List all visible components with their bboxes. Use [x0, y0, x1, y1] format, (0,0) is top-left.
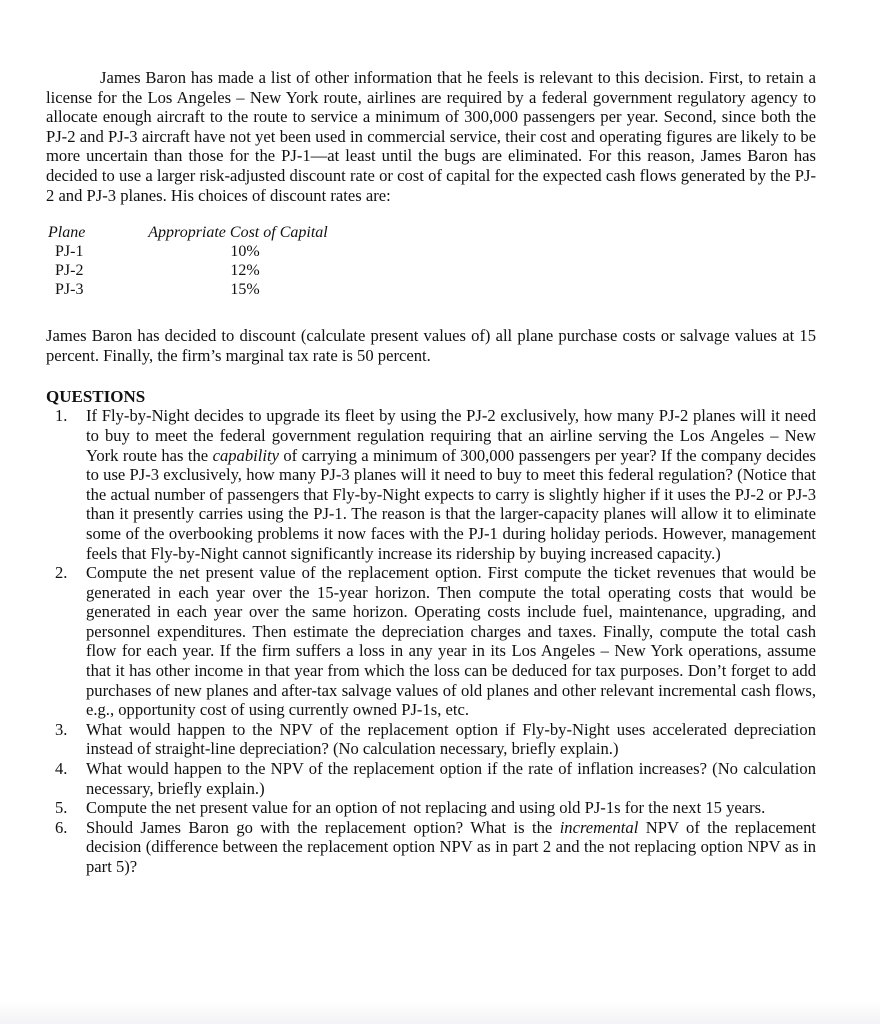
header-cost-of-capital: Appropriate Cost of Capital — [148, 224, 328, 242]
emphasis-incremental: incremental — [559, 817, 639, 837]
question-text-part: of carrying a minimum of 300,000 passengers per year? If the company decides to use PJ-3 exclusively, how many PJ-3 planes will it need to buy to meet this federal regulation? (Notice that the actual number of passengers that Fly-by-Night expects to carry is slightly higher if it uses the PJ-2 or PJ-3 than it presently carries using the PJ-1. The reason is that the larger-capacity planes will allow it to eliminate some of the overbooking problems it now faces with the PJ-1 during holiday periods. However, management feels that Fly-by-Night cannot significantly increase its ridership by buying increased capacity.) — [86, 445, 816, 563]
question-text-part: Should James Baron go with the replacement option? What is the — [86, 817, 560, 837]
question-number: 3. — [55, 719, 68, 739]
question-number: 1. — [55, 406, 68, 426]
table-row — [48, 280, 816, 299]
table-header-row — [48, 223, 816, 242]
question-number: 4. — [55, 759, 68, 779]
table-row — [48, 242, 816, 261]
document-page — [46, 68, 816, 877]
intro-paragraph: James Baron has made a list of other information that he feels is relevant to this decision. First, to retain a license for the Los Angeles – New York route, airlines are required by a federal government regulatory agency to allocate enough aircraft to the route to service a minimum of 300,000 passengers per year. Second, since both the PJ-2 and PJ-3 aircraft have not yet been used in commercial service, their cost and operating figures are likely to be more uncertain than those for the PJ-1—at least until the bugs are eliminated. For this reason, James Baron has decided to use a larger risk-adjusted discount rate or cost of capital for the expected cash flows generated by the PJ-2 and PJ-3 planes. His choices of discount rates are: — [46, 68, 816, 205]
plane-cell: PJ-3 — [55, 281, 84, 299]
question-text: What would happen to the NPV of the replacement option if the rate of inflation increases? (No calculation necessary, briefly explain.) — [86, 759, 816, 798]
question-text: Compute the net present value for an option of not replacing and using old PJ-1s for the next 15 years. — [86, 798, 766, 818]
rate-cell: 12% — [230, 262, 260, 280]
list-item — [46, 563, 816, 720]
list-item — [46, 818, 816, 877]
question-text-part: If Fly-by-Night decides to upgrade its fleet by using the PJ-2 exclusively, how many PJ-2 planes will it need to buy to meet the federal government regulation requiring that an airline serving the Los Angeles – New York route has the — [86, 406, 816, 465]
emphasis-capability: capability — [212, 445, 279, 465]
plane-cell: PJ-1 — [55, 243, 84, 261]
list-item — [46, 720, 816, 759]
question-number: 2. — [55, 563, 68, 583]
list-item — [46, 406, 816, 563]
question-text: Compute the net present value of the replacement option. First compute the ticket revenues that would be generated in each year over the 15-year horizon. Then compute the total operating costs that would be generated in each year over the same horizon. Operating costs include fuel, maintenance, upgrading, and personnel expenditures. Then estimate the depreciation charges and taxes. Finally, compute the total cash flow for each year. If the firm suffers a loss in any year in its Los Angeles – New York operations, assume that it has other income in that year from which the loss can be deduced for tax purposes. Don’t forget to add purchases of new planes and after-tax salvage values of old planes and other relevant incremental cash flows, e.g., opportunity cost of using currently owned PJ-1s, etc. — [86, 563, 816, 720]
plane-cell: PJ-2 — [55, 262, 84, 280]
rate-cell: 10% — [230, 243, 260, 261]
page-bottom-edge — [0, 1002, 880, 1024]
question-text-part: NPV of the replacement decision (difference between the replacement option NPV as in part 2 and the not replacing option NPV as in part 5)? — [86, 817, 816, 876]
question-text: What would happen to the NPV of the replacement option if Fly-by-Night uses accelerated depreciation instead of straight-line depreciation? (No calculation necessary, briefly explain.) — [86, 719, 816, 759]
questions-list — [46, 406, 816, 876]
question-text — [86, 406, 816, 563]
questions-heading: QUESTIONS — [46, 387, 146, 407]
question-text — [86, 818, 816, 877]
cost-of-capital-table — [48, 223, 816, 299]
header-plane: Plane — [48, 224, 86, 242]
rate-cell: 15% — [230, 281, 260, 299]
list-item — [46, 798, 816, 818]
question-number: 6. — [55, 817, 68, 837]
list-item — [46, 759, 816, 798]
discount-paragraph: James Baron has decided to discount (calculate present values of) all plane purchase costs or salvage values at 15 percent. Finally, the firm’s marginal tax rate is 50 percent. — [46, 326, 816, 365]
question-number: 5. — [55, 798, 68, 818]
table-row — [48, 261, 816, 280]
